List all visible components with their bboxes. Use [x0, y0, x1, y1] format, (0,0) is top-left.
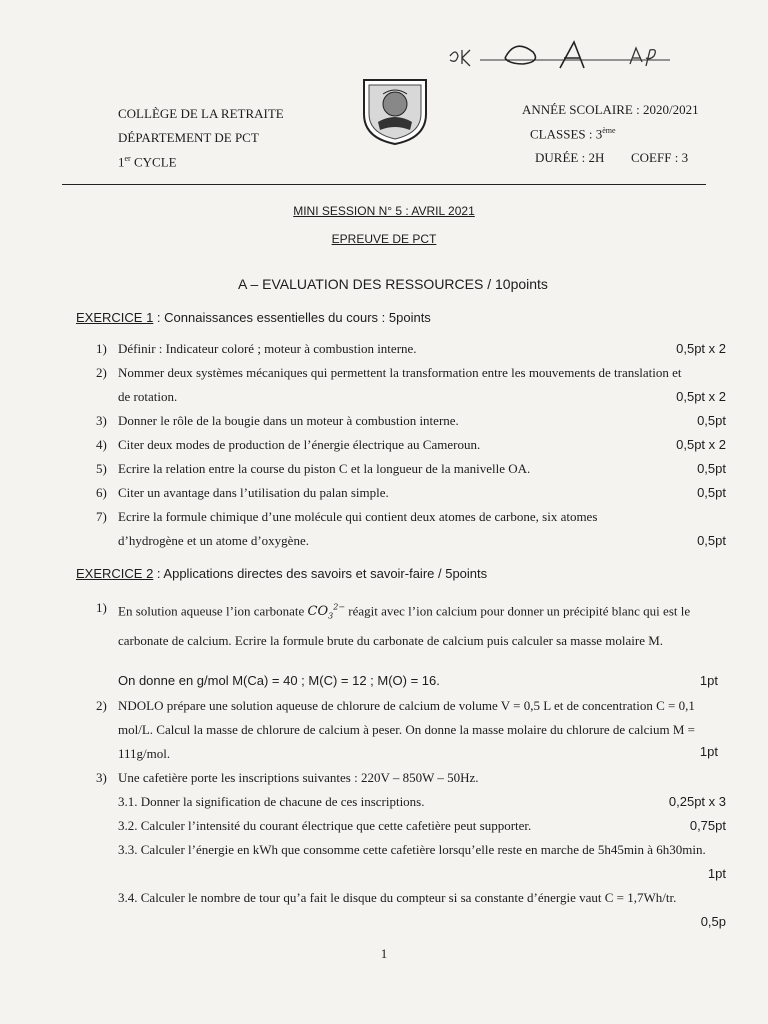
list-item: 7) Ecrire la formule chimique d’une molécule qui contient deux atomes de carbone, six atomes d’hydrogène et un atome d’oxygène. 0,5pt — [96, 509, 726, 548]
exam-title: EPREUVE DE PCT — [331, 232, 437, 246]
school-year: ANNÉE SCOLAIRE : 2020/2021 — [522, 102, 699, 117]
coefficient-label: COEFF : 3 — [631, 150, 689, 165]
header-divider — [62, 184, 706, 185]
list-item: 1) En solution aqueuse l’ion carbonate $CO_3^{2-}$ réagit avec l’ion calcium pour donner un précipité blanc qui est le carbonate de calcium. Ecrire la formule brute du carbonate de calcium puis calculer sa masse molaire M. — [96, 600, 691, 648]
department-name: DÉPARTEMENT DE PCT — [118, 130, 259, 145]
list-item: 3.3. Calculer l’énergie en kWh que consomme cette cafetière lorsqu’elle reste en marche de 5h45min à 6h30min. 1pt — [118, 842, 726, 881]
list-item: 3.4. Calculer le nombre de tour qu’a fait le disque du compteur si sa constante d’énergie vaut C = 1,7Wh/tr. 0,5p — [118, 890, 726, 929]
duration-label: DURÉE : 2H — [535, 150, 605, 165]
list-item: 3) Une cafetière porte les inscriptions suivantes : 220V – 850W – 50Hz. — [96, 770, 479, 785]
points: 1pt — [699, 673, 718, 688]
list-item: 2) NDOLO prépare une solution aqueuse de chlorure de calcium de volume V = 0,5 L et de concentration C = 0,1 mol/L. Calcul la masse de chlorure de calcium à peser. On donne la masse molaire du chlorure de calcium M = 111g/mol. — [96, 698, 695, 761]
section-a-title: A – EVALUATION DES RESSOURCES / 10points — [238, 276, 548, 292]
list-item: 4) Citer deux modes de production de l’énergie électrique au Cameroun. 0,5pt x 2 — [96, 437, 726, 452]
molar-mass-data: On donne en g/mol M(Ca) = 40 ; M(C) = 12 ; M(O) = 16. — [118, 673, 440, 688]
handwritten-signature — [440, 38, 670, 78]
list-item: 5) Ecrire la relation entre la course du piston C et la longueur de la manivelle OA. 0,5pt — [96, 461, 726, 476]
session-title: MINI SESSION N° 5 : AVRIL 2021 — [293, 204, 475, 218]
exercise-1-heading: EXERCICE 1 : Connaissances essentielles du cours : 5points — [76, 310, 431, 325]
page-number: 1 — [380, 946, 388, 961]
cycle-label: 1er CYCLE — [118, 154, 177, 170]
points: 1pt — [699, 744, 718, 759]
school-name: COLLÈGE DE LA RETRAITE — [118, 106, 284, 121]
list-item: 2) Nommer deux systèmes mécaniques qui permettent la transformation entre les mouvements de translation et de rotation. 0,5pt x 2 — [96, 365, 726, 404]
list-item: 6) Citer un avantage dans l’utilisation du palan simple. 0,5pt — [96, 485, 726, 500]
exercise-2-heading: EXERCICE 2 : Applications directes des savoirs et savoir-faire / 5points — [76, 566, 488, 581]
list-item: 3) Donner le rôle de la bougie dans un moteur à combustion interne. 0,5pt — [96, 413, 726, 428]
list-item: 1) Définir : Indicateur coloré ; moteur à combustion interne. 0,5pt x 2 — [96, 341, 726, 356]
list-item: 3.1. Donner la signification de chacune de ces inscriptions. 0,25pt x 3 — [118, 794, 726, 809]
classes-label: CLASSES : 3ème — [530, 126, 616, 142]
carbonate-formula: $CO_3^{2-}$ — [307, 603, 346, 621]
school-logo — [358, 74, 432, 146]
list-item: 3.2. Calculer l’intensité du courant électrique que cette cafetière peut supporter. 0,75pt — [118, 818, 726, 833]
